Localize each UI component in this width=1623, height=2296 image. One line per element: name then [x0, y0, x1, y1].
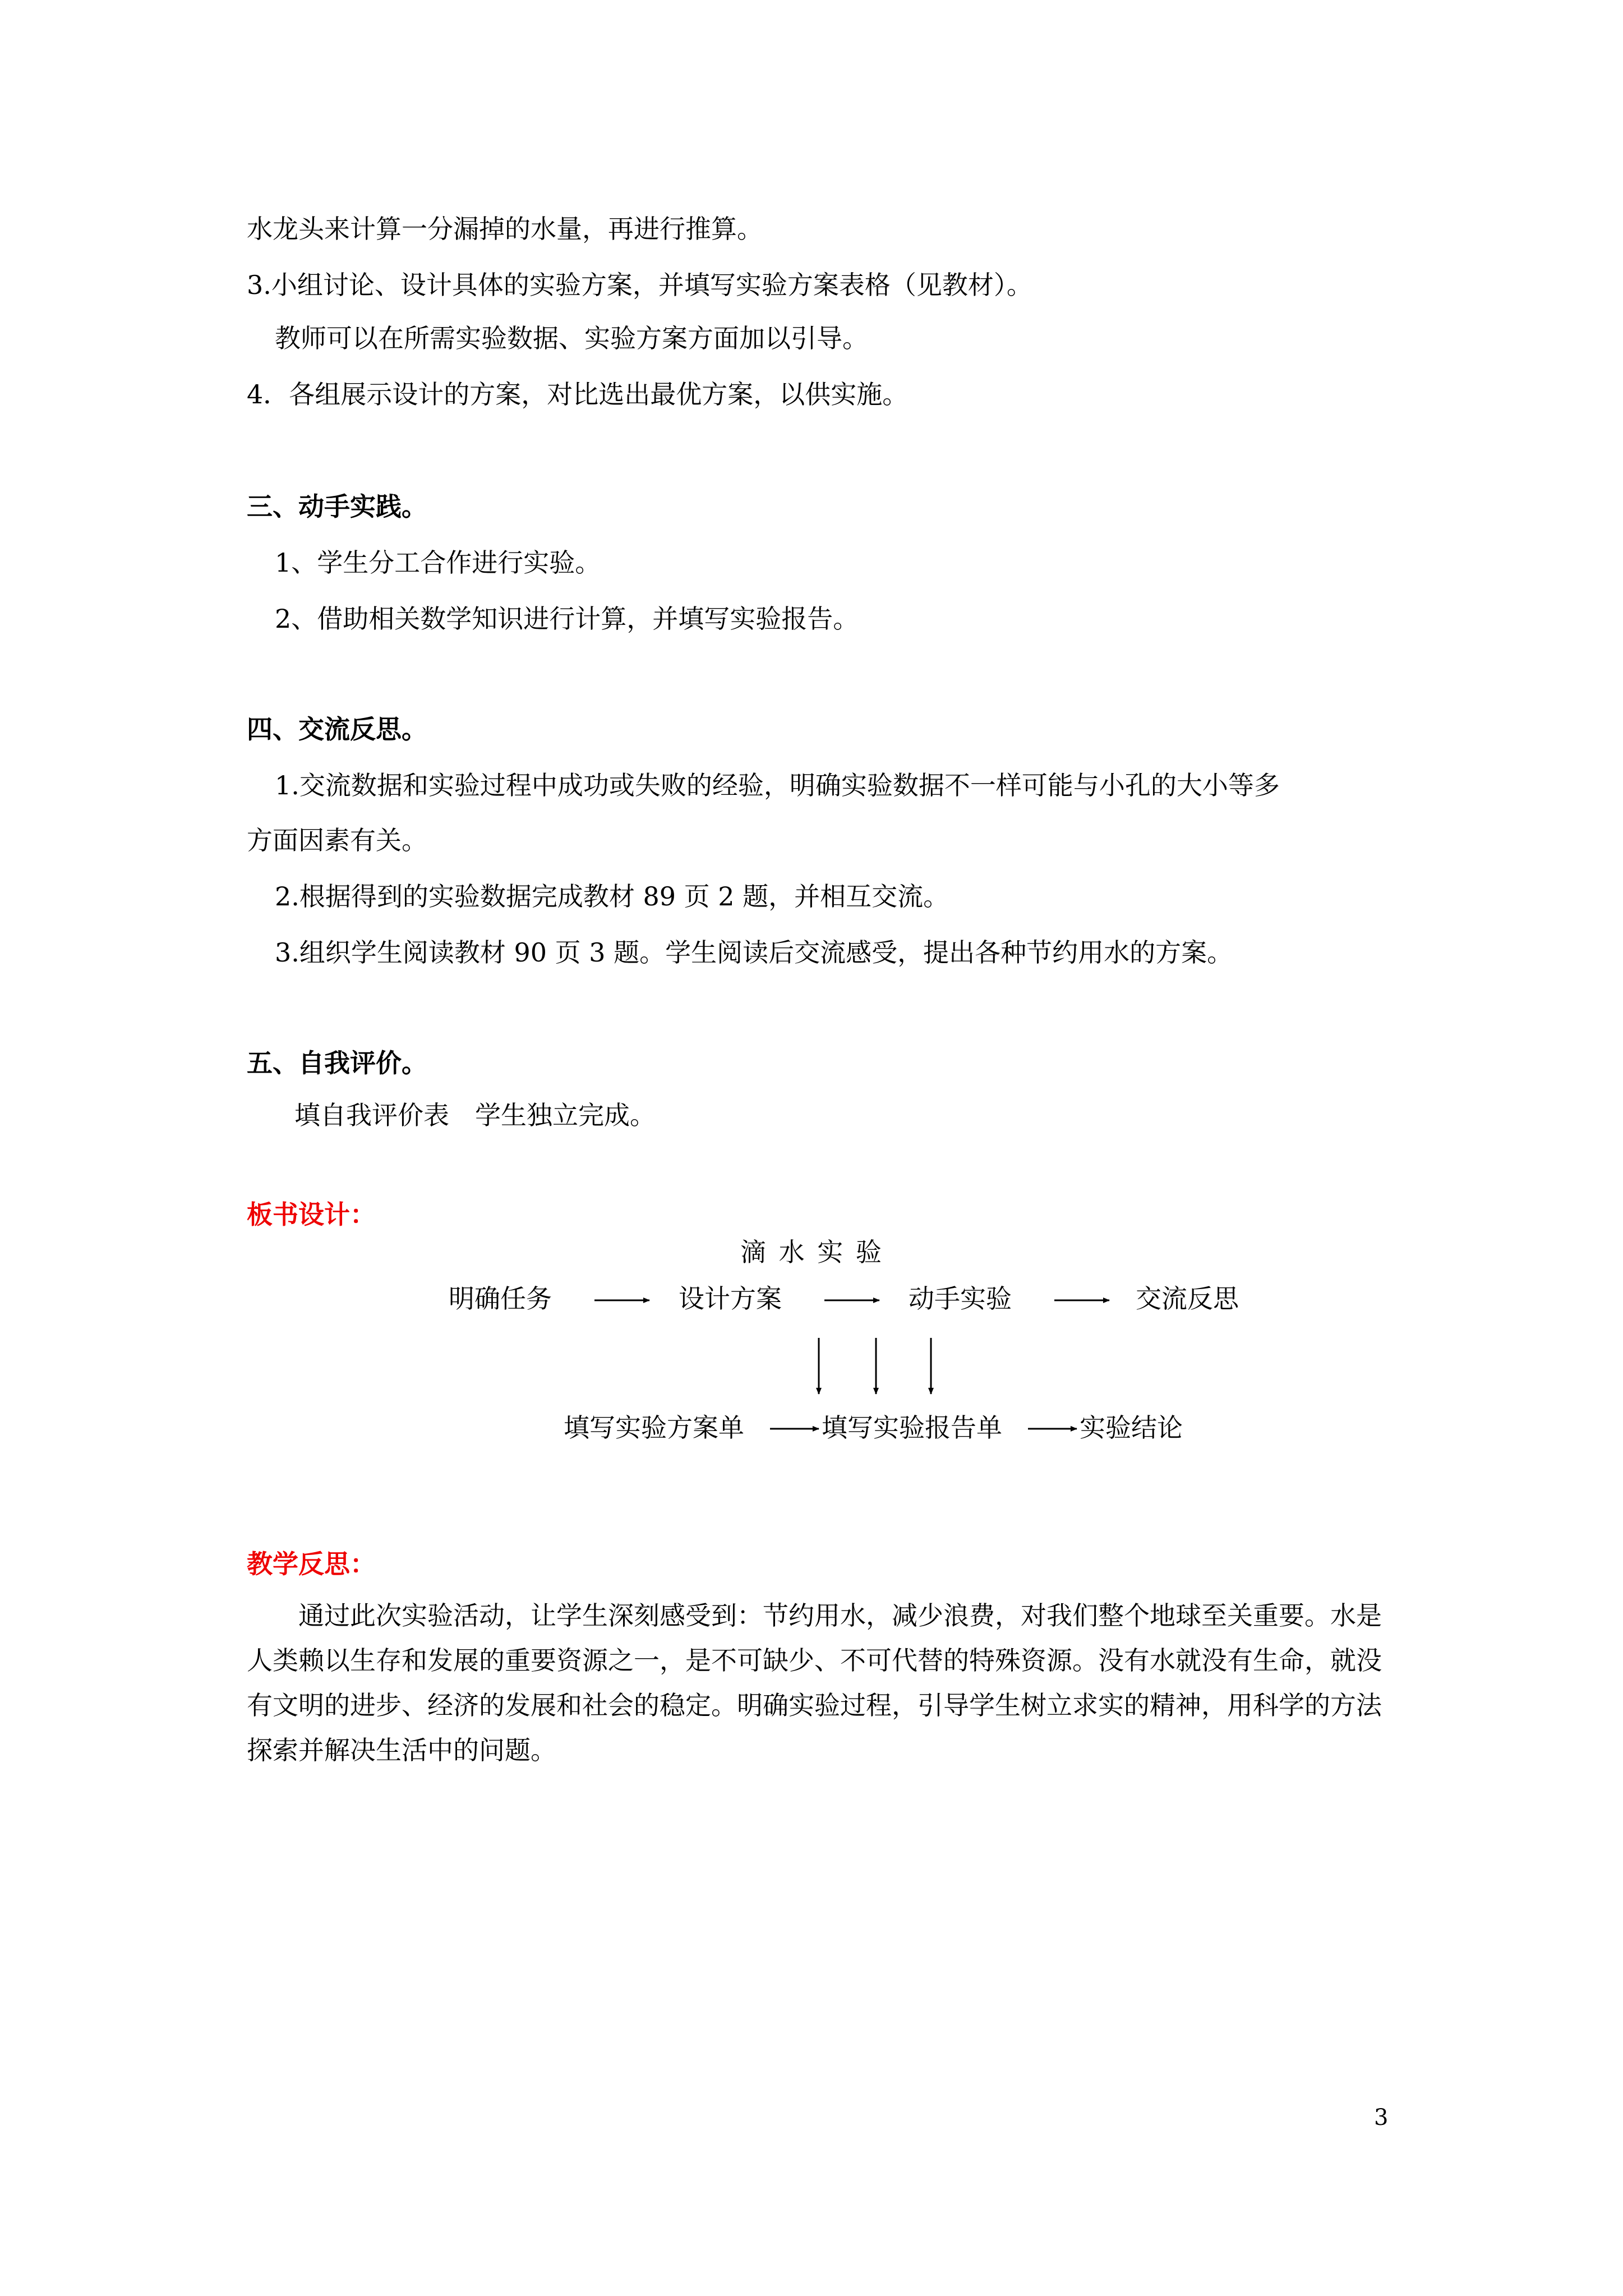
intro-line-3: 教师可以在所需实验数据、实验方案方面加以引导。 [275, 323, 868, 353]
step-design-plan: 设计方案 [679, 1283, 782, 1314]
bottom-conclusion: 实验结论 [1080, 1412, 1183, 1443]
step-exchange-reflect: 交流反思 [1136, 1283, 1239, 1314]
reflection-body [247, 1593, 1388, 1773]
intro-line-2: 3.小组讨论、设计具体的实验方案，并填写实验方案表格（见教材）。 [247, 270, 1032, 300]
reflection-heading: 教学反思： [247, 1549, 376, 1579]
step-define-task: 明确任务 [449, 1283, 552, 1314]
section-5-text: 填自我评价表 学生独立完成。 [294, 1100, 656, 1130]
board-title: 滴 水 实 验 [740, 1237, 884, 1267]
section-3-heading: 三、动手实践。 [247, 491, 427, 522]
section-5-heading: 五、自我评价。 [247, 1048, 427, 1078]
bottom-fill-report-sheet: 填写实验报告单 [822, 1412, 1002, 1443]
section-4-item-3: 3.组织学生阅读教材 90 页 3 题。学生阅读后交流感受，提出各种节约用水的方案。 [275, 937, 1233, 968]
page-number: 3 [1374, 2105, 1389, 2131]
bottom-fill-plan-sheet: 填写实验方案单 [564, 1412, 744, 1443]
section-4-item-2: 2.根据得到的实验数据完成教材 89 页 2 题，并相互交流。 [275, 881, 949, 912]
intro-line-4: 4．各组展示设计的方案，对比选出最优方案，以供实施。 [247, 379, 909, 409]
board-heading: 板书设计： [247, 1199, 376, 1230]
section-4-heading: 四、交流反思。 [247, 714, 427, 744]
section-4-item-1-cont: 方面因素有关。 [247, 825, 427, 855]
step-do-experiment: 动手实验 [909, 1283, 1012, 1314]
section-3-item-1: 1、学生分工合作进行实验。 [275, 547, 601, 578]
section-3-item-2: 2、借助相关数学知识进行计算，并填写实验报告。 [275, 604, 859, 634]
reflection-text: 通过此次实验活动，让学生深刻感受到：节约用水，减少浪费，对我们整个地球至关重要。水是人类赖以生存和发展的重要资源之一，是不可缺少、不可代替的特殊资源。没有水就没有生命，就没有文明的进步、经济的发展和社会的稳定。明确实验过程，引导学生树立求实的精神，用科学的方法探索并解决生活中的问题。 [247, 1600, 1382, 1765]
section-4-item-1: 1.交流数据和实验过程中成功或失败的经验，明确实验数据不一样可能与小孔的大小等多 [275, 770, 1280, 800]
intro-line-1: 水龙头来计算一分漏掉的水量，再进行推算。 [247, 214, 763, 244]
